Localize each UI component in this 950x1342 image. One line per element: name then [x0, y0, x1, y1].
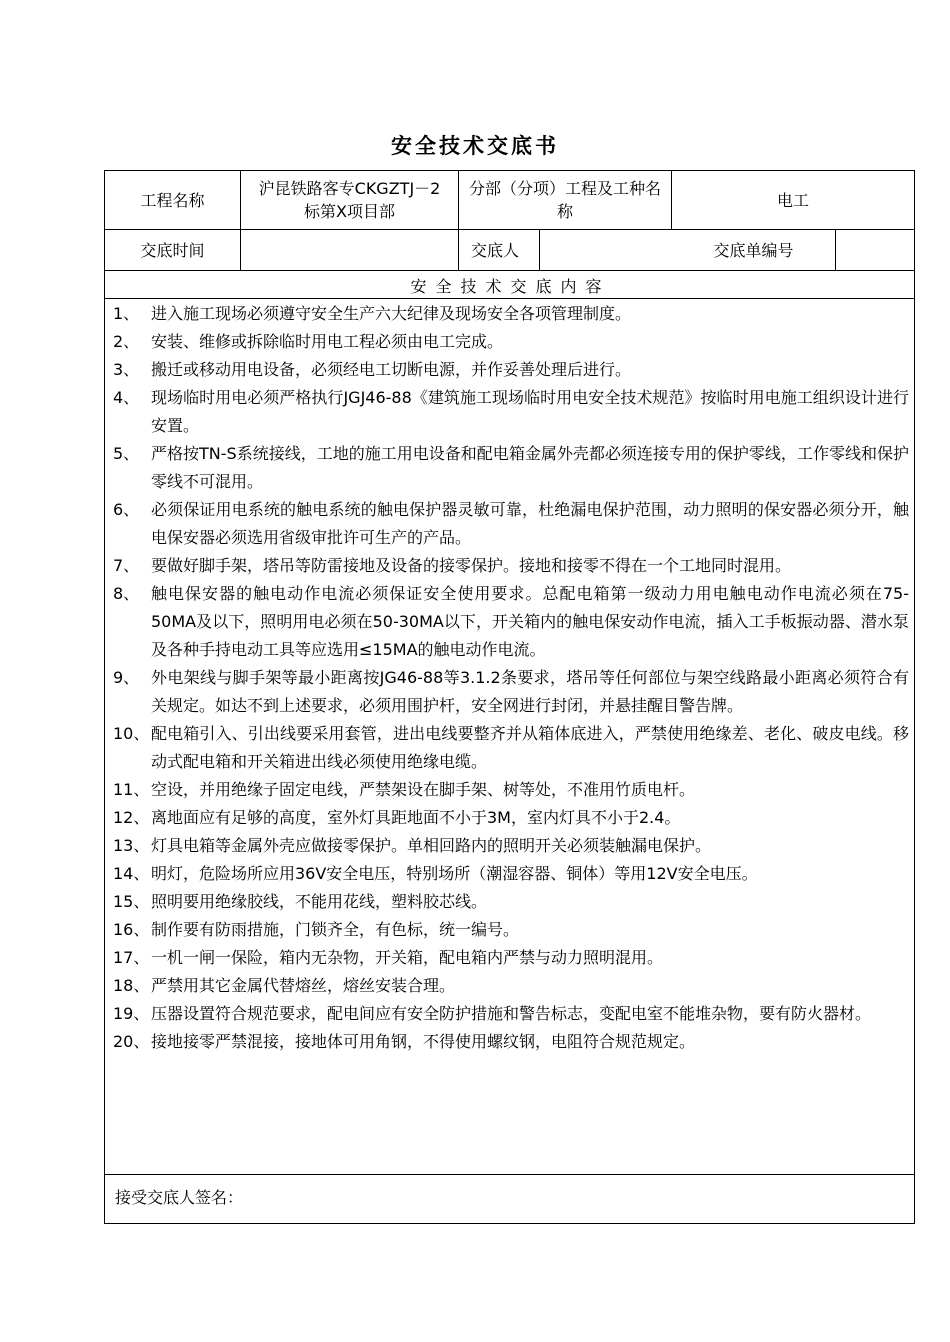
safety-items-list	[113, 300, 909, 1056]
item-text: 灯具电箱等金属外壳应做接零保护。单相回路内的照明开关必须装触漏电保护。	[151, 836, 712, 855]
list-item	[113, 552, 909, 580]
project-name-label: 工程名称	[140, 190, 205, 210]
list-item	[113, 888, 909, 916]
disclosure-number-value	[836, 230, 914, 270]
list-item	[113, 300, 909, 328]
list-item	[113, 832, 909, 860]
item-number: 19、	[113, 1004, 150, 1023]
item-number: 14、	[113, 864, 150, 883]
list-item	[113, 328, 909, 356]
item-text: 搬迁或移动用电设备，必须经电工切断电源，并作妥善处理后进行。	[151, 360, 632, 379]
item-text: 进入施工现场必须遵守安全生产六大纪律及现场安全各项管理制度。	[151, 304, 632, 323]
item-text: 明灯，危险场所应用36V安全电压，特别场所（潮湿容器、铜体）等用12V安全电压。	[151, 864, 758, 883]
item-number: 8、	[113, 584, 140, 603]
item-text: 现场临时用电必须严格执行JGJ46-88《建筑施工现场临时用电安全技术规范》按临时用电施工组织设计进行安置。	[151, 388, 909, 435]
list-item	[113, 1028, 909, 1056]
disclosure-time-label: 交底时间	[140, 240, 205, 260]
item-number: 9、	[113, 668, 140, 687]
item-number: 20、	[113, 1032, 150, 1051]
row-divider	[105, 298, 914, 299]
subproject-label: 分部（分项）工程及工种名称	[468, 179, 661, 221]
item-number: 1、	[113, 304, 140, 323]
list-item	[113, 356, 909, 384]
item-number: 3、	[113, 360, 140, 379]
item-text: 严格按TN-S系统接线，工地的施工用电设备和配电箱金属外壳都必须连接专用的保护零线，工作零线和保护零线不可混用。	[151, 444, 909, 491]
item-number: 18、	[113, 976, 150, 995]
item-number: 5、	[113, 444, 140, 463]
item-text: 要做好脚手架，塔吊等防雷接地及设备的接零保护。接地和接零不得在一个工地同时混用。	[151, 556, 792, 575]
item-number: 13、	[113, 836, 150, 855]
item-text: 离地面应有足够的高度，室外灯具距地面不小于3M，室内灯具不小于2.4。	[151, 808, 681, 827]
list-item	[113, 440, 909, 496]
list-item	[113, 776, 909, 804]
discloser-value	[540, 230, 671, 270]
content-section-title: 安全技术交底内容	[410, 276, 611, 296]
item-text: 一机一闸一保险，箱内无杂物，开关箱，配电箱内严禁与动力照明混用。	[151, 948, 664, 967]
item-number: 4、	[113, 388, 140, 407]
item-number: 7、	[113, 556, 140, 575]
item-text: 压器设置符合规范要求，配电间应有安全防护措施和警告标志，变配电室不能堆杂物，要有防火器材。	[151, 1004, 872, 1023]
list-item	[113, 916, 909, 944]
list-item	[113, 664, 909, 720]
project-name-value: 沪昆铁路客专CKGZTJ－2标第X项目部	[258, 179, 441, 221]
list-item	[113, 496, 909, 552]
item-number: 12、	[113, 808, 150, 827]
item-number: 10、	[113, 724, 150, 743]
item-number: 17、	[113, 948, 150, 967]
item-text: 照明要用绝缘胶线，不能用花线，塑料胶芯线。	[151, 892, 488, 911]
list-item	[113, 580, 909, 664]
list-item	[113, 720, 909, 776]
row-divider	[105, 1174, 914, 1175]
document-title: 安全技术交底书	[391, 133, 559, 158]
list-item	[113, 972, 909, 1000]
discloser-label: 交底人	[471, 240, 520, 260]
item-number: 2、	[113, 332, 140, 351]
item-text: 触电保安器的触电动作电流必须保证安全使用要求。总配电箱第一级动力用电触电动作电流必须在75-50MA及以下，照明用电必须在50-30MA以下，开关箱内的触电保安动作电流，插入工手板振动器、潜水泵及各种手持电动工具等应选用≤15MA的触电动作电流。	[151, 584, 909, 659]
list-item	[113, 860, 909, 888]
item-text: 接地接零严禁混接，接地体可用角钢，不得使用螺纹钢，电阻符合规范规定。	[151, 1032, 696, 1051]
row-divider	[105, 270, 914, 271]
disclosure-number-label: 交底单编号	[713, 240, 794, 260]
disclosure-table	[104, 170, 915, 1224]
subproject-value: 电工	[776, 190, 809, 210]
list-item	[113, 1000, 909, 1028]
list-item	[113, 804, 909, 832]
item-number: 11、	[113, 780, 150, 799]
item-text: 制作要有防雨措施，门锁齐全，有色标，统一编号。	[151, 920, 520, 939]
item-number: 15、	[113, 892, 150, 911]
item-number: 6、	[113, 500, 140, 519]
list-item	[113, 384, 909, 440]
item-text: 配电箱引入、引出线要采用套管，进出电线要整齐并从箱体底进入，严禁使用绝缘差、老化、破皮电线。移动式配电箱和开关箱进出线必须使用绝缘电缆。	[151, 724, 909, 771]
disclosure-time-value	[241, 230, 458, 270]
item-text: 必须保证用电系统的触电系统的触电保护器灵敏可靠，杜绝漏电保护范围，动力照明的保安器必须分开，触电保安器必须选用省级审批许可生产的产品。	[151, 500, 909, 547]
item-text: 严禁用其它金属代替熔丝，熔丝安装合理。	[151, 976, 456, 995]
item-text: 外电架线与脚手架等最小距离按JG46-88等3.1.2条要求，塔吊等任何部位与架空线路最小距离必须符合有关规定。如达不到上述要求，必须用围护杆，安全网进行封闭，并悬挂醒目警告牌。	[151, 668, 909, 715]
list-item	[113, 944, 909, 972]
item-text: 空设，并用绝缘子固定电线，严禁架设在脚手架、树等处，不准用竹质电杆。	[151, 780, 696, 799]
recipient-signature-label: 接受交底人签名：	[115, 1187, 244, 1207]
item-number: 16、	[113, 920, 150, 939]
item-text: 安装、维修或拆除临时用电工程必须由电工完成。	[151, 332, 504, 351]
